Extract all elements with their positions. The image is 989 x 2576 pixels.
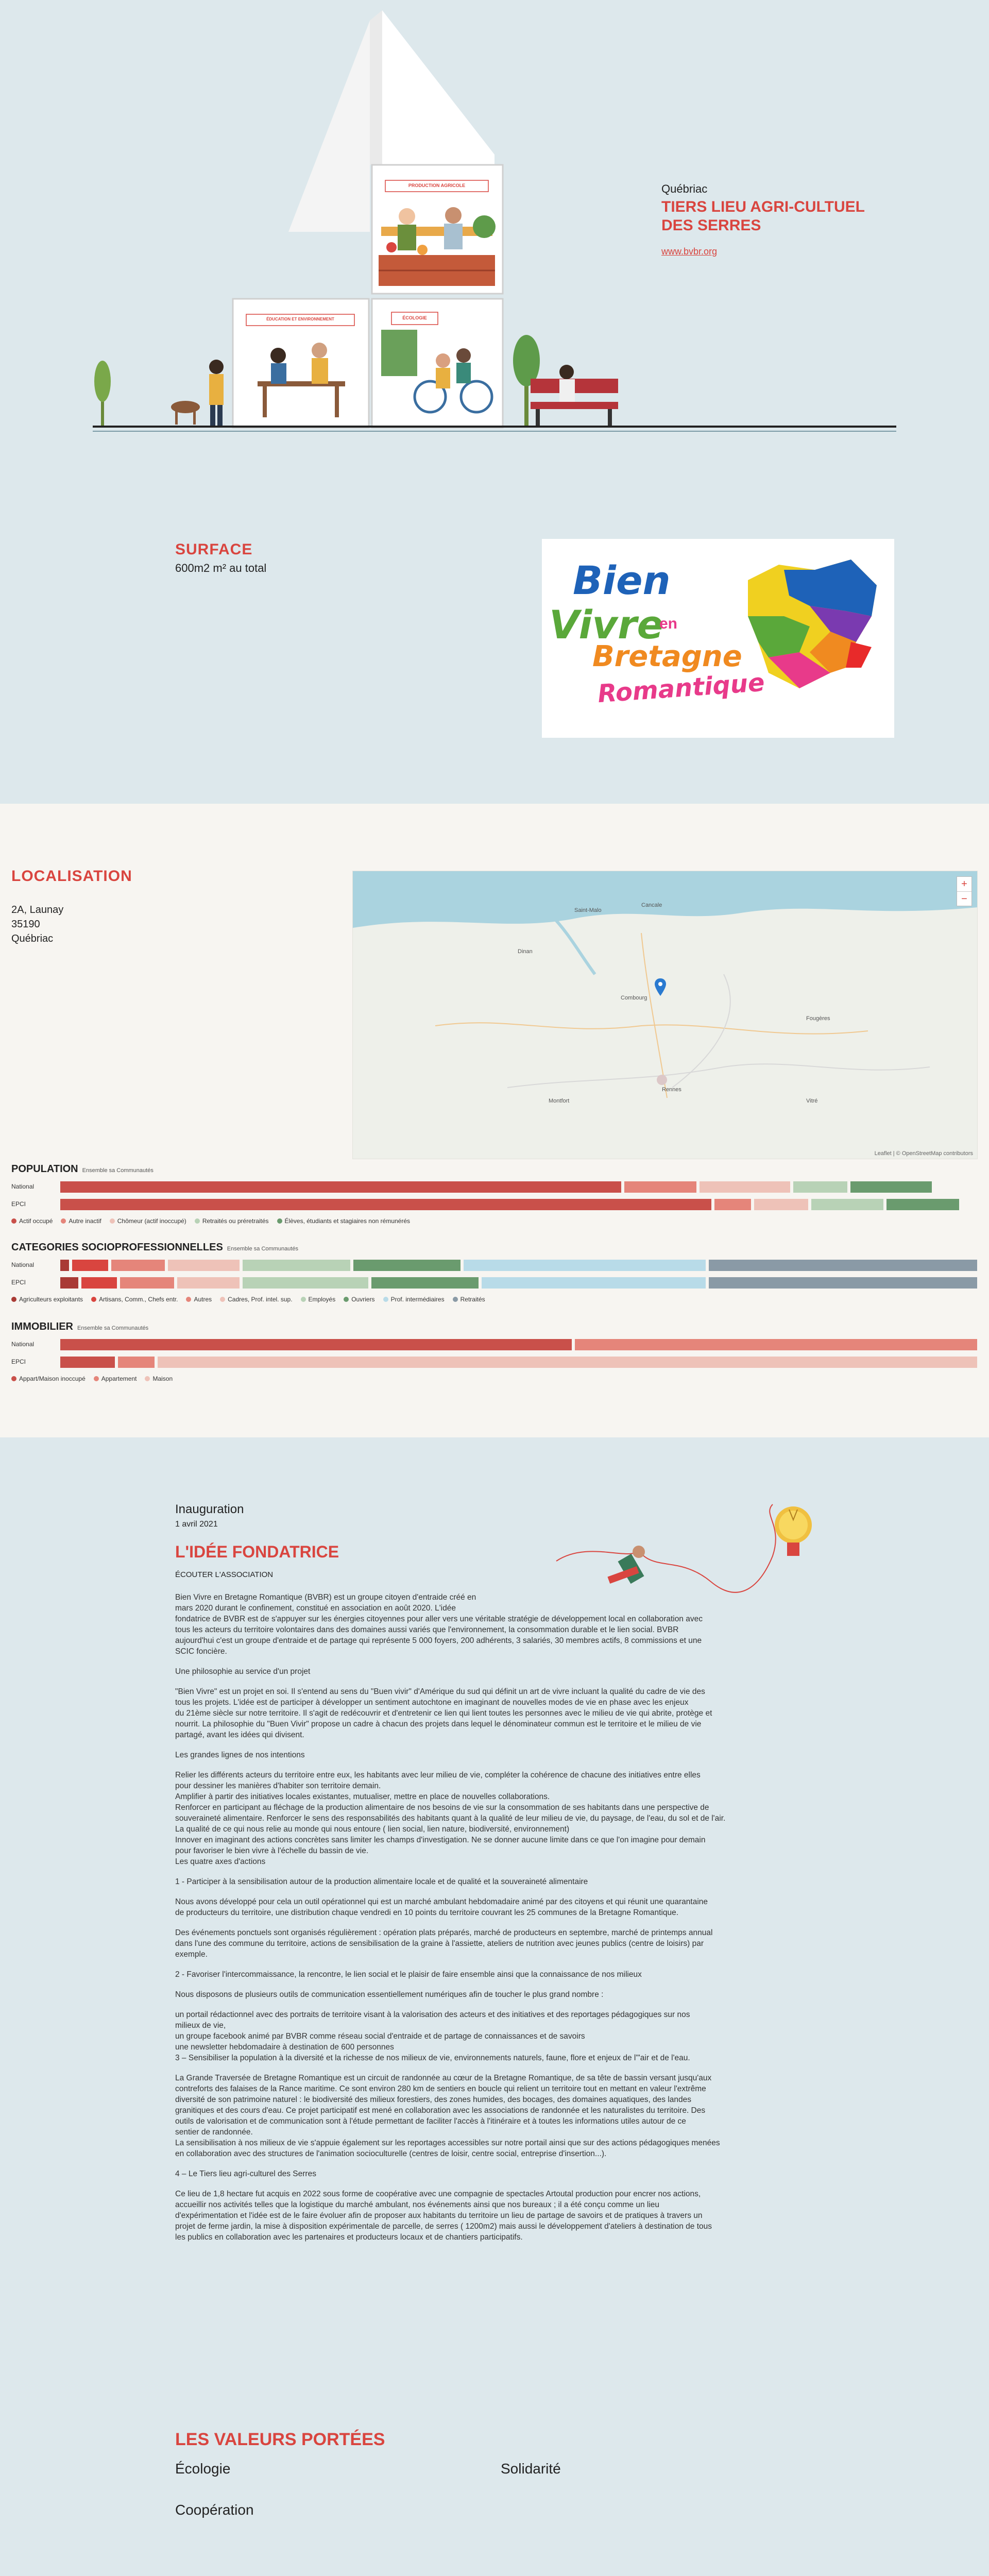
immobilier-row-label: National xyxy=(11,1341,35,1348)
immobilier-row-1 xyxy=(11,1357,978,1368)
immobilier-bar-segment[interactable] xyxy=(60,1357,115,1368)
categories-legend-item[interactable]: Artisans, Comm., Chefs entr. xyxy=(91,1296,178,1303)
categories-bar-segment[interactable] xyxy=(120,1277,174,1289)
population-legend-item[interactable]: Élèves, étudiants et stagiaires non rémunérés xyxy=(277,1217,410,1225)
categories-legend-item[interactable]: Prof. intermédiaires xyxy=(383,1296,445,1303)
categories-legend-item[interactable]: Autres xyxy=(186,1296,212,1303)
population-title: POPULATION Ensemble sa Communautés xyxy=(11,1163,154,1175)
map-city-montfort: Montfort xyxy=(549,1098,570,1104)
surface-label: SURFACE xyxy=(175,541,253,558)
hero-section xyxy=(0,0,989,484)
population-stats xyxy=(11,1163,978,1225)
idee-paragraph: "Bien Vivre" est un projet en soi. Il s'entend au sens du "Buen vivir" d'Amérique du sud qui définit un art de vivre incluant la qualité du cadre de vie des tous les projets. L'idée est de participer à développer un sentiment autochtone en imaginant de nouvelles modes de vie en phase avec les enjeux du 21ème siècle sur notre territoire. Il s'agit de redécouvrir et d'entretenir ce lien qui lient toutes les personnes avec le milieu de vie qui abrite, protège et nourrit. La philosophie du "Buen Vivir" propose un cadre à chacun des projets dans lequel le dénominateur commun est le territoire et le milieu de vie partagé, avant les idées qui divisent. xyxy=(175,1687,712,1739)
population-row-label: National xyxy=(11,1183,35,1190)
idee-paragraph: Nous avons développé pour cela un outil opérationnel qui est un marché ambulant hebdomadaire animé par des citoyens et qui réunit une quarantaine de producteurs du territoire, une distribution chaque vendredi en 10 points du territoire couvrant les 25 communes de la Bretagne Romantique. xyxy=(175,1897,708,1917)
map-city-cancale: Cancale xyxy=(641,902,662,908)
population-bar-segment[interactable] xyxy=(624,1181,696,1193)
location-map[interactable] xyxy=(352,871,978,1159)
categories-legend xyxy=(11,1296,978,1303)
immobilier-row-0 xyxy=(11,1339,978,1350)
immobilier-row-label: EPCI xyxy=(11,1358,26,1365)
population-row-0 xyxy=(11,1181,978,1193)
sail-left xyxy=(288,21,370,232)
immobilier-legend-item[interactable]: Maison xyxy=(145,1375,173,1382)
idee-paragraph: un portail rédactionnel avec des portraits de territoire visant à la valorisation des acteurs et des initiatives et des reportages pédagogiques sur nos milieux de vie, un groupe facebook animé par BVBR comme réseau social d'entraide et de partage de connaissances et de savoirs une newsletter hebdomadaire à destination de 600 personnes 3 – Sensibiliser la population à la diversité et la richesse de nos milieux de vie, environnements naturels, faune, flore et enjeux de l'"air et de l'eau. xyxy=(175,2010,690,2062)
map-city-rennes: Rennes xyxy=(662,1087,681,1093)
categories-legend-item[interactable]: Cadres, Prof. intel. sup. xyxy=(220,1296,292,1303)
categories-row-0 xyxy=(11,1260,978,1271)
idee-section xyxy=(0,1437,989,2576)
immobilier-bar-segment[interactable] xyxy=(158,1357,977,1368)
population-bar xyxy=(60,1181,977,1193)
zoom-out-button[interactable]: − xyxy=(957,891,971,906)
inauguration-label: Inauguration xyxy=(175,1502,244,1516)
categories-bar-segment[interactable] xyxy=(464,1260,705,1271)
immobilier-bar-segment[interactable] xyxy=(60,1339,572,1350)
population-row-1 xyxy=(11,1199,978,1210)
zoom-in-button[interactable]: + xyxy=(961,878,967,890)
population-bar-segment[interactable] xyxy=(886,1199,959,1210)
logo-text-en: en xyxy=(659,615,678,632)
map-tiles xyxy=(353,871,978,1159)
localisation-label: LOCALISATION xyxy=(11,868,132,885)
project-title-line2: DES SERRES xyxy=(661,217,761,234)
population-bar-segment[interactable] xyxy=(60,1181,621,1193)
categories-bar-segment[interactable] xyxy=(72,1260,108,1271)
idee-paragraph: Les grandes lignes de nos intentions xyxy=(175,1751,305,1759)
project-title-line1: TIERS LIEU AGRI-CULTUEL xyxy=(661,198,865,215)
valeur-ecologie: Écologie xyxy=(175,2461,231,2477)
population-bar-segment[interactable] xyxy=(714,1199,751,1210)
population-bar-segment[interactable] xyxy=(793,1181,847,1193)
inauguration-date: 1 avril 2021 xyxy=(175,1520,218,1529)
immobilier-bar xyxy=(60,1357,977,1368)
categories-source: Ensemble sa Communautés xyxy=(227,1246,298,1252)
immobilier-source: Ensemble sa Communautés xyxy=(77,1325,149,1331)
immobilier-stats xyxy=(11,1321,978,1382)
categories-bar-segment[interactable] xyxy=(81,1277,117,1289)
idee-paragraph: Une philosophie au service d'un projet xyxy=(175,1667,311,1676)
idee-paragraph: La Grande Traversée de Bretagne Romantique est un circuit de randonnée au cœur de la Bretagne Romantique, de sa tête de bassin versant jusqu'aux contreforts des falaises de la Rance maritime. Ce sont environ 280 km de sentiers en boucle qui relient un territoire tout en mettant en valeur l'extrême diversité de son patrimoine naturel : le biodiversité des milieux forestiers, des zones humides, des bocages, des domaines aquatiques, des landes granitiques et des cours d'eau. Ce projet participatif est mené en collaboration avec les associations de randonnée et les naturalistes du territoire. Des outils de valorisation et de communication sont à l'étude permettant de faciliter l'accès à l'itinéraire et à toutes les informations utiles autour de ce sentier de randonnée. La sensibilisation à nos milieux de vie s'appuie également sur les reportages accessibles sur notre portail ainsi que sur des actions pédagogiques menées en collaboration avec des structures de l'animation socioculturelle (centres de loisir, centre social, entreprise d'insertion...). xyxy=(175,2074,720,2158)
logo-text-bien: Bien xyxy=(573,557,671,603)
population-bar-segment[interactable] xyxy=(700,1181,790,1193)
categories-bar-segment[interactable] xyxy=(111,1260,165,1271)
idee-paragraph: Nous disposons de plusieurs outils de communication essentiellement numériques afin de toucher le plus grand nombre : xyxy=(175,1990,604,1999)
address-postcode: 35190 xyxy=(11,919,40,930)
categories-legend-item[interactable]: Retraités xyxy=(453,1296,485,1303)
idee-paragraph: 2 - Favoriser l'intercommaissance, la rencontre, le lien social et le plaisir de faire ensemble ainsi que la connaissance de nos milieux xyxy=(175,1970,642,1979)
sign-production: PRODUCTION AGRICOLE xyxy=(408,183,466,188)
website-link[interactable]: www.bvbr.org xyxy=(661,246,718,257)
immobilier-bar-segment[interactable] xyxy=(118,1357,155,1368)
sign-ecologie: ÉCOLOGIE xyxy=(402,315,427,320)
population-bar-segment[interactable] xyxy=(811,1199,883,1210)
address-city: Québriac xyxy=(11,933,54,944)
immobilier-title: IMMOBILIER Ensemble sa Communautés xyxy=(11,1321,149,1332)
categories-bar-segment[interactable] xyxy=(60,1260,69,1271)
ground-line xyxy=(93,426,896,428)
categories-bar-segment[interactable] xyxy=(60,1277,78,1289)
idee-paragraph: 1 - Participer à la sensibilisation autour de la production alimentaire locale et de qualité et la souveraineté alimentaire xyxy=(175,1877,588,1886)
population-bar-segment[interactable] xyxy=(754,1199,808,1210)
sign-education: ÉDUCATION ET ENVIRONNEMENT xyxy=(266,317,334,321)
population-bar xyxy=(60,1199,977,1210)
address xyxy=(11,903,63,946)
idee-subtitle: ÉCOUTER L'ASSOCIATION xyxy=(175,1570,274,1579)
map-zoom-controls xyxy=(957,876,972,906)
categories-bar-segment[interactable] xyxy=(709,1277,977,1289)
idee-paragraph: Relier les différents acteurs du territoire entre eux, les habitants avec leur milieu de vie, compléter la cohérence de chacune des initiatives entre elles pour dessiner les manières d'habiter son territoire demain. Amplifier à partir des initiatives locales existantes, mutualiser, mettre en place de nouvelles collaborations. Renforcer en participant au fléchage de la production alimentaire de nos besoins de vie sur la consommation de ses habitants dans une perspective de souveraineté alimentaire. Renforcer le sens des responsabilités des habitants quant à la qualité de leur milieu de vie, du paysage, de l'eau, du sol et de l'air. La qualité de ce qui nous relie au monde qui nous entoure ( lien social, lien nature, biodiversité, environnement) Innover en imaginant des actions concrètes sans limiter les champs d'investigation. Ne se donner aucune limite dans ce que l'on imagine pour demain pour favoriser le bien vivre à l'échelle du bassin de vie. Les quatre axes d'actions xyxy=(175,1771,726,1866)
population-source: Ensemble sa Communautés xyxy=(82,1167,154,1174)
valeur-solidarite: Solidarité xyxy=(501,2461,561,2477)
map-attribution[interactable]: Leaflet | © OpenStreetMap contributors xyxy=(874,1150,973,1157)
population-legend-item[interactable]: Autre inactif xyxy=(61,1217,101,1225)
categories-legend-item[interactable]: Ouvriers xyxy=(344,1296,374,1303)
idee-paragraph: Des événements ponctuels sont organisés régulièrement : opération plats préparés, marché de producteurs en septembre, marché de printemps annual dans l'une des commune du territoire, actions de sensibilisation de la graine à l'assiette, ateliers de nutrition avec jeunes publics (centre de loisirs) par exemple. xyxy=(175,1928,713,1959)
immobilier-legend-item[interactable]: Appart/Maison inoccupé xyxy=(11,1375,86,1382)
immobilier-legend-item[interactable]: Appartement xyxy=(94,1375,137,1382)
logo-text-bretagne: Bretagne xyxy=(592,640,742,673)
map-pin-icon[interactable] xyxy=(655,978,666,996)
surface-section xyxy=(0,484,989,804)
idee-paragraph: 4 – Le Tiers lieu agri-culturel des Serres xyxy=(175,2170,316,2178)
idee-body xyxy=(175,1592,814,2252)
map-city-combourg: Combourg xyxy=(621,995,647,1001)
immobilier-bar xyxy=(60,1339,977,1350)
population-bar-segment[interactable] xyxy=(850,1181,932,1193)
categories-bar-segment[interactable] xyxy=(482,1277,706,1289)
idee-paragraph: Bien Vivre en Bretagne Romantique (BVBR) est un groupe citoyen d'entraide créé en mars 2020 durant le confinement, constitué en association en août 2020. L'idée fondatrice de BVBR est de s'appuyer sur les énergies citoyennes pour aller vers une véritable stratégie de développement local en collaboration avec tous les acteurs du territoire volontaires dans des domaines aussi variés que l'environnement, la consommation durable et le lien social. BVBR aujourd'hui c'est un groupe d'entraide et de partage qui représente 5 000 foyers, 200 adhérents, 3 salariés, 30 membres actifs, 8 commissions et une SCIC foncière. xyxy=(175,1593,703,1656)
population-legend-item[interactable]: Chômeur (actif inoccupé) xyxy=(110,1217,186,1225)
logo-text-vivre: Vivre xyxy=(549,602,664,648)
categories-bar xyxy=(60,1277,977,1289)
categories-legend-item[interactable]: Agriculteurs exploitants xyxy=(11,1296,83,1303)
project-header xyxy=(661,182,865,257)
categories-stats xyxy=(11,1242,978,1303)
immobilier-legend xyxy=(11,1375,978,1382)
categories-bar-segment[interactable] xyxy=(168,1260,240,1271)
immobilier-bar-segment[interactable] xyxy=(575,1339,977,1350)
localisation-section xyxy=(0,804,989,1437)
population-bar-segment[interactable] xyxy=(60,1199,711,1210)
city-name: Québriac xyxy=(661,182,708,195)
valeur-cooperation: Coopération xyxy=(175,2502,254,2518)
population-legend xyxy=(11,1217,978,1225)
ground-shadow xyxy=(93,431,896,432)
categories-row-label: National xyxy=(11,1261,35,1268)
idee-title: L'IDÉE FONDATRICE xyxy=(175,1543,339,1561)
population-legend-item[interactable]: Actif occupé xyxy=(11,1217,53,1225)
idee-paragraph: Ce lieu de 1,8 hectare fut acquis en 2022 sous forme de coopérative avec une compagnie de spectacles Artoutal production pour encrer nos actions, accueillir nos activités telles que la logistique du marché ambulant, nos événements ainsi que nos bureaux ; il a été conçu comme un lieu d'expérimentation et l'idée est de le faire évoluer afin de proposer aux habitants du territoire un lieu de partage de savoirs et de pratiques à travers un projet de ferme jardin, la mise à disposition expérimentale de parcelle, de serres ( 1200m2) mais aussi le développement d'ateliers à destination de tous les publics en collaboration avec les partenaires et producteurs locaux et de chantiers participatifs. xyxy=(175,2190,712,2242)
address-street: 2A, Launay xyxy=(11,904,64,916)
categories-bar-segment[interactable] xyxy=(709,1260,977,1271)
map-city-saint-malo: Saint-Malo xyxy=(574,907,602,913)
surface-value: 600m2 m² au total xyxy=(175,562,267,574)
population-row-label: EPCI xyxy=(11,1200,26,1208)
categories-legend-item[interactable]: Employés xyxy=(301,1296,336,1303)
categories-row-label: EPCI xyxy=(11,1279,26,1286)
population-legend-item[interactable]: Retraités ou préretraités xyxy=(195,1217,269,1225)
categories-row-1 xyxy=(11,1277,978,1289)
categories-bar xyxy=(60,1260,977,1271)
categories-bar-segment[interactable] xyxy=(243,1260,350,1271)
categories-title: CATEGORIES SOCIOPROFESSIONNELLES Ensemble sa Communautés xyxy=(11,1242,298,1253)
sail-right xyxy=(382,10,494,165)
categories-bar-segment[interactable] xyxy=(177,1277,240,1289)
partner-logo xyxy=(542,539,894,738)
map-city-fougeres: Fougères xyxy=(806,1015,830,1022)
logo-text-romantique: Romantique xyxy=(596,668,766,709)
valeurs-title: LES VALEURS PORTÉES xyxy=(175,2430,385,2449)
categories-bar-segment[interactable] xyxy=(371,1277,479,1289)
map-city-vitre: Vitré xyxy=(806,1098,818,1104)
map-city-dinan: Dinan xyxy=(518,948,533,955)
categories-bar-segment[interactable] xyxy=(243,1277,368,1289)
categories-bar-segment[interactable] xyxy=(353,1260,461,1271)
